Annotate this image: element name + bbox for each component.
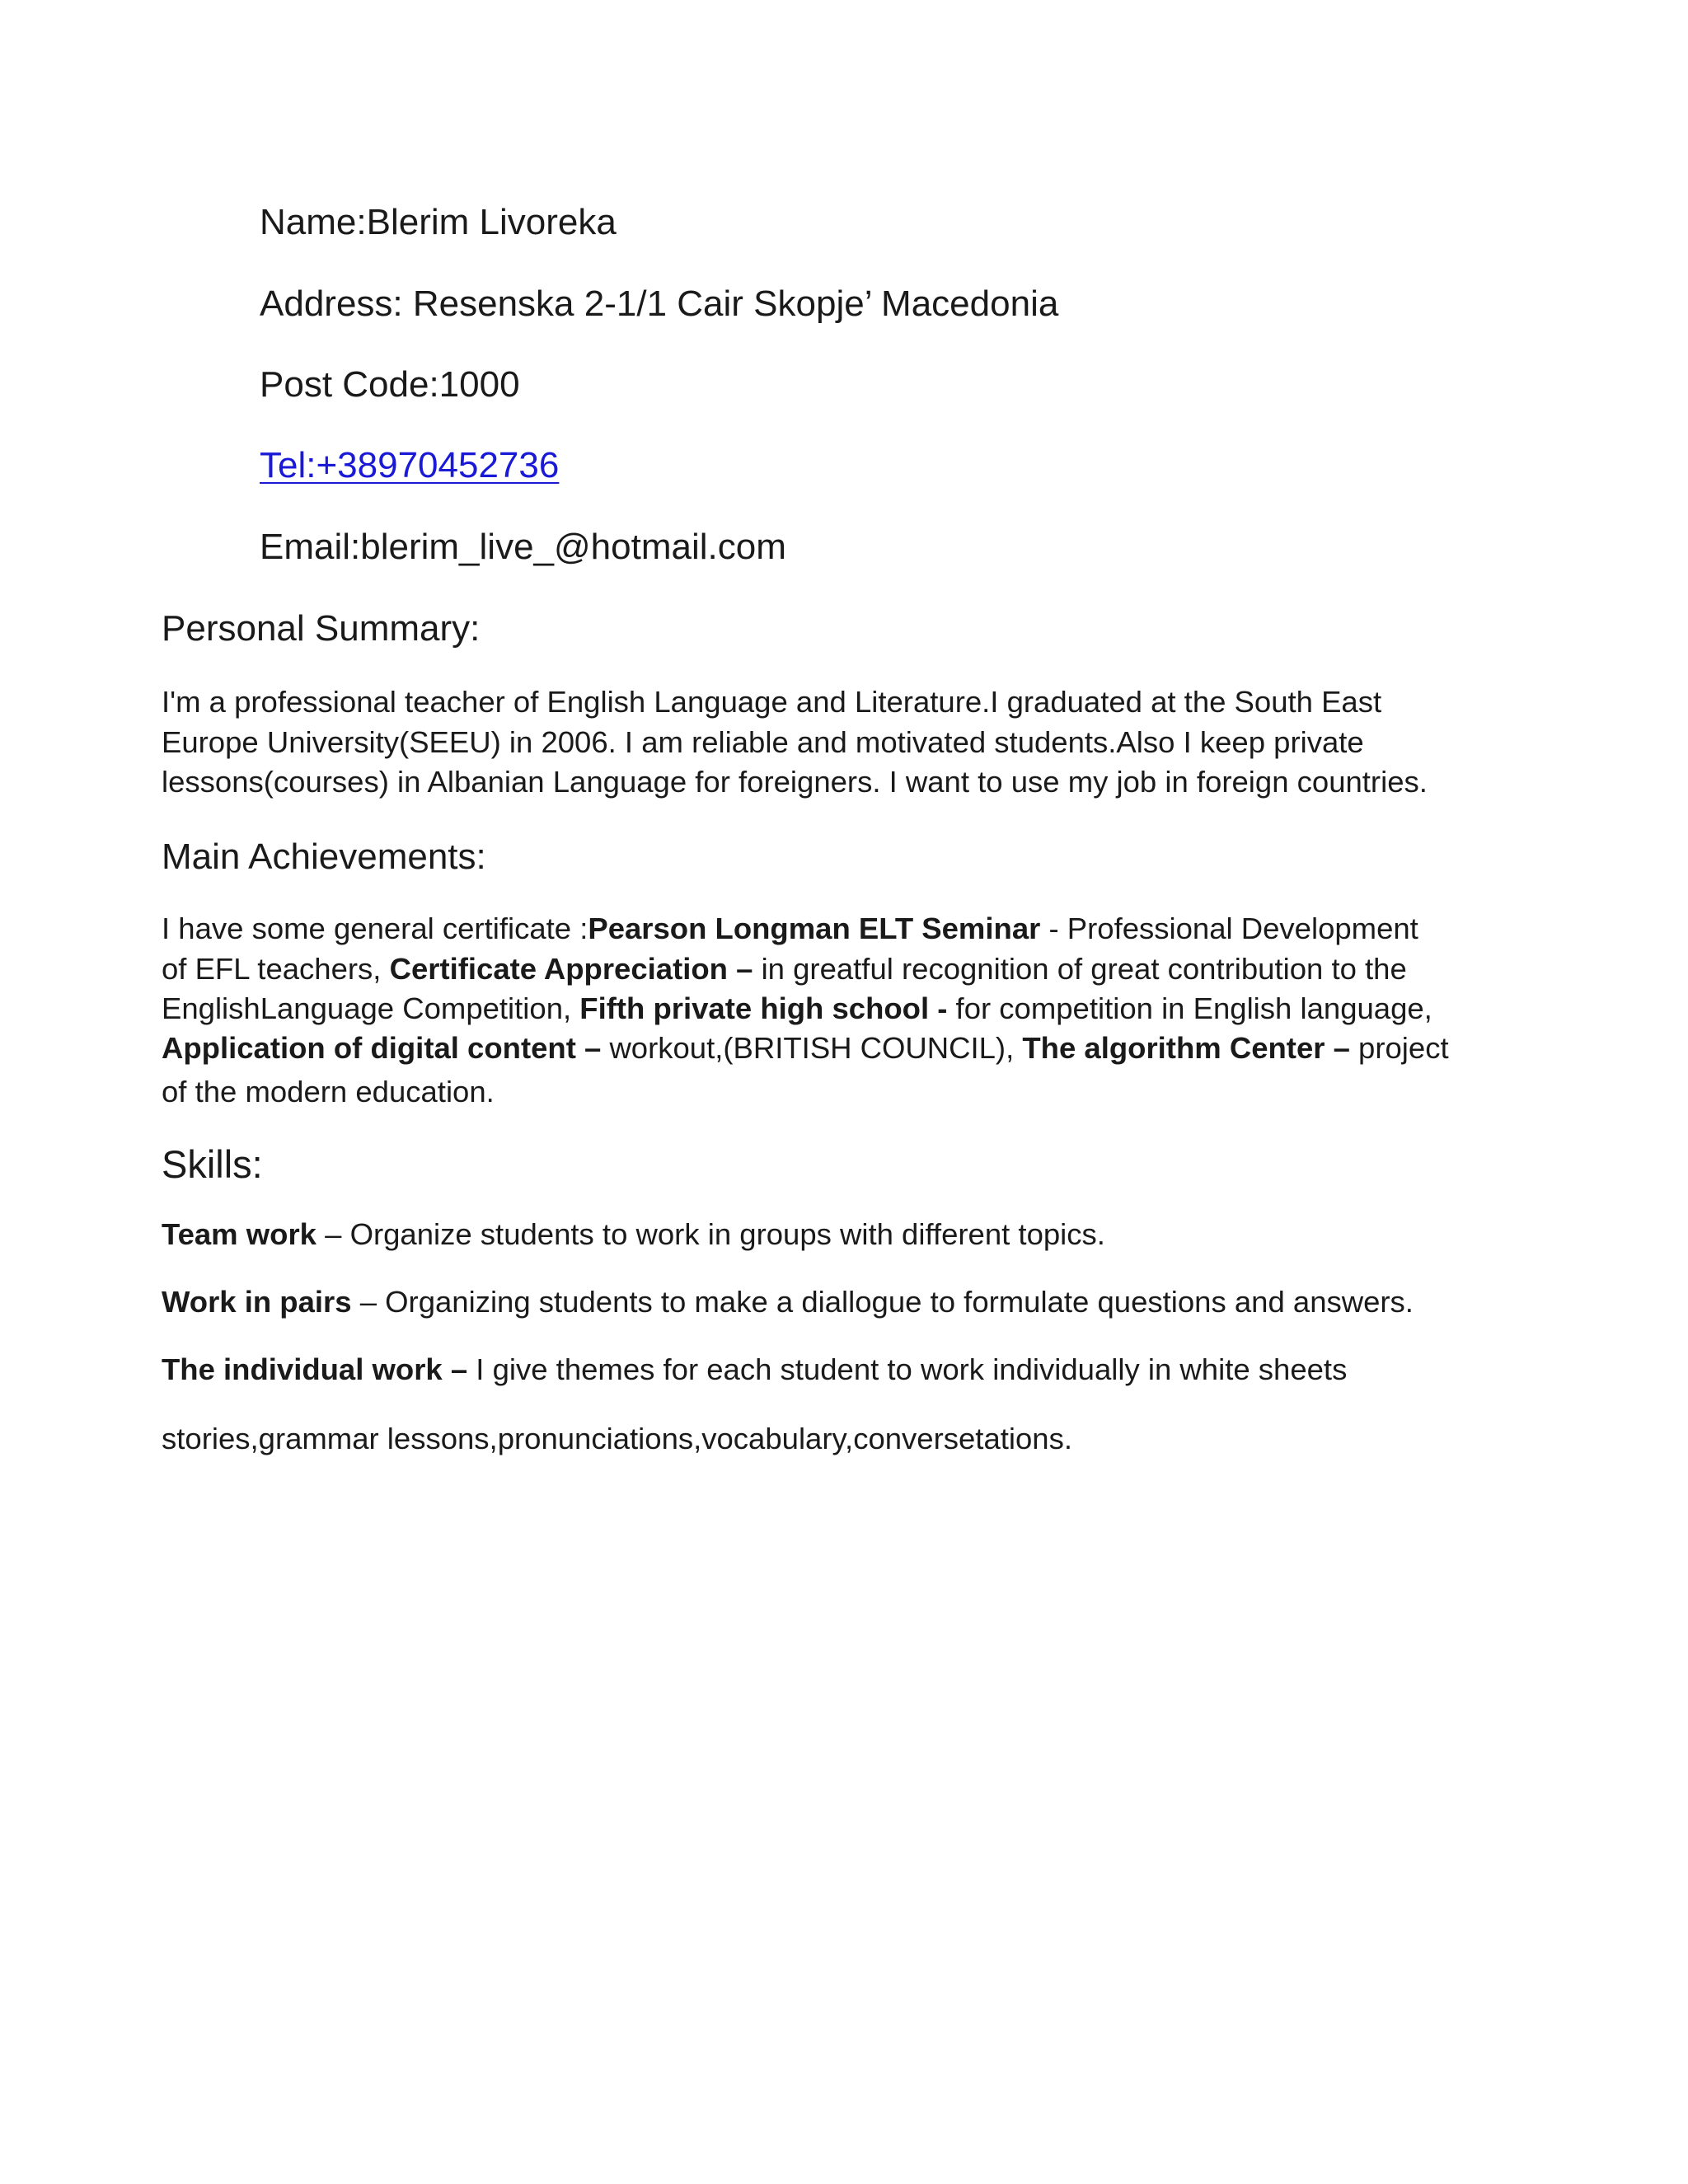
skill-text: – Organizing students to make a diallogue to formulate questions and answers. (351, 1285, 1414, 1319)
achievements-line-5: of the modern education. (162, 1075, 495, 1108)
achievements-text: for competition in English language, (947, 991, 1432, 1025)
skill-item-pairs (162, 1284, 1414, 1320)
skill-item-teamwork (162, 1216, 1105, 1253)
summary-line-1: I'm a professional teacher of English Language and Literature.I graduated at the South East (162, 685, 1382, 719)
contact-post-code: Post Code:1000 (260, 364, 520, 405)
skill-label: Team work (162, 1217, 316, 1251)
skill-text: – Organize students to work in groups with different topics. (316, 1217, 1105, 1251)
skills-heading: Skills: (162, 1142, 263, 1186)
contact-email: Email:blerim_live_@hotmail.com (260, 527, 786, 567)
achievements-line-4 (162, 1030, 1449, 1066)
achievements-text: of EFL teachers, (162, 952, 390, 986)
tel-link[interactable]: Tel:+38970452736 (260, 445, 560, 485)
achievement-title: The algorithm Center – (1022, 1031, 1350, 1065)
achievements-text: in greatful recognition of great contribution to the (753, 952, 1407, 986)
achievements-line-1 (162, 911, 1418, 947)
achievements-text: I have some general certificate : (162, 912, 588, 945)
main-achievements-heading: Main Achievements: (162, 837, 486, 877)
skill-label: The individual work – (162, 1352, 468, 1386)
contact-tel-line (260, 443, 559, 488)
achievement-title: Fifth private high school - (579, 991, 948, 1025)
achievement-title: Certificate Appreciation – (389, 952, 753, 986)
achievements-text: project (1349, 1031, 1449, 1065)
skill-item-individual (162, 1352, 1347, 1388)
achievement-title: Application of digital content – (162, 1031, 602, 1065)
achievements-line-3 (162, 991, 1432, 1027)
personal-summary-heading: Personal Summary: (162, 608, 481, 649)
achievements-text: EnglishLanguage Competition, (162, 991, 580, 1025)
summary-line-2: Europe University(SEEU) in 2006. I am reliable and motivated students.Also I keep private (162, 725, 1364, 759)
achievements-text: workout,(BRITISH COUNCIL), (601, 1031, 1023, 1065)
skill-continuation: stories,grammar lessons,pronunciations,vocabulary,conversetations. (162, 1422, 1072, 1455)
skill-label: Work in pairs (162, 1285, 352, 1319)
contact-name: Name:Blerim Livoreka (260, 202, 617, 242)
skill-text: I give themes for each student to work individually in white sheets (467, 1352, 1348, 1386)
achievements-text: - Professional Development (1040, 912, 1418, 945)
achievement-title: Pearson Longman ELT Seminar (588, 912, 1041, 945)
achievements-line-2 (162, 951, 1407, 987)
contact-address: Address: Resenska 2-1/1 Cair Skopje’ Macedonia (260, 284, 1059, 324)
summary-line-3: lessons(courses) in Albanian Language for foreigners. I want to use my job in foreign countries. (162, 765, 1428, 799)
